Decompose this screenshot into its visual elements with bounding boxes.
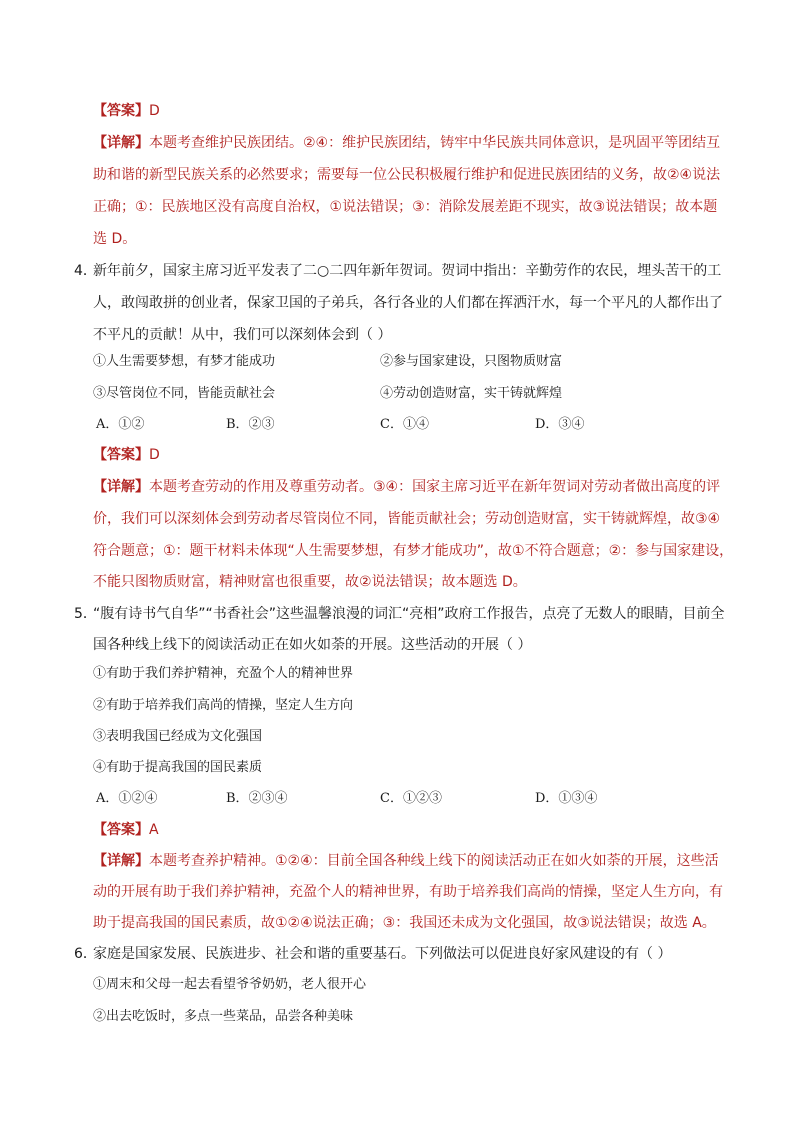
- q4-detail-line-4: 不能只图物质财富，精神财富也很重要，故②说法错误；故本题选 D。: [93, 574, 527, 590]
- q4-choice-a: A．①②: [96, 417, 145, 432]
- q5-choice-d: D．①③④: [535, 791, 598, 806]
- q5-detail-line-1: [93, 851, 719, 871]
- q3-detail-line-1: [93, 133, 720, 153]
- q3-detail-line-2: 助和谐的新型民族关系的必然要求；需要每一位公民积极履行维护和促进民族团结的义务，故②④说法: [93, 167, 721, 183]
- q4-choice-c: C．①④: [380, 417, 429, 432]
- answer-value: D: [149, 447, 160, 463]
- detail-text: 本题考查维护民族团结。②④：维护民族团结，铸牢中华民族共同体意识，是巩固平等团结互: [149, 135, 721, 151]
- detail-tag: 【详解】: [93, 479, 149, 495]
- detail-text: 本题考查劳动的作用及尊重劳动者。③④：国家主席习近平在新年贺词对劳动者做出高度的评: [149, 479, 721, 495]
- q4-option-3: ③尽管岗位不同，皆能贡献社会: [93, 386, 276, 401]
- q6-option-2: ②出去吃饭时，多点一些菜品，品尝各种美味: [93, 1009, 354, 1024]
- q4-stem-line-3: 不平凡的贡献！从中，我们可以深刻体会到（ ）: [93, 327, 392, 343]
- q5-option-4: ④有助于提高我国的国民素质: [93, 760, 263, 775]
- question-number: 6．: [74, 946, 97, 962]
- question-number: 4．: [74, 263, 97, 279]
- q5-choice-a: A．①②④: [96, 791, 158, 806]
- answer-value: D: [149, 103, 160, 119]
- detail-tag: 【详解】: [93, 135, 149, 151]
- q4-detail-line-1: [93, 477, 720, 497]
- q4-stem-line-2: 人，敢闯敢拼的创业者，保家卫国的子弟兵，各行各业的人们都在挥洒汗水，每一个平凡的人都作出了: [93, 295, 723, 311]
- q5-choice-b: B．②③④: [226, 791, 288, 806]
- q5-option-1: ①有助于我们养护精神，充盈个人的精神世界: [93, 666, 354, 681]
- q4-stem-line-1: 新年前夕，国家主席习近平发表了二○二四年新年贺词。贺词中指出：辛勤劳作的农民，埋头苦干的工: [93, 263, 722, 279]
- detail-text: 本题考查养护精神。①②④：目前全国各种线上线下的阅读活动正在如火如荼的开展，这些活: [149, 853, 719, 869]
- q3-answer: [93, 101, 160, 121]
- q4-choice-d: D．③④: [535, 417, 585, 432]
- q5-answer: [93, 820, 159, 840]
- answer-tag: 【答案】: [93, 103, 149, 119]
- q4-option-2: ②参与国家建设，只图物质财富: [380, 354, 563, 369]
- q3-detail-line-4: 选 D。: [93, 231, 137, 247]
- q5-stem-line-2: 国各种线上线下的阅读活动正在如火如荼的开展。这些活动的开展（ ）: [93, 637, 532, 653]
- q4-choice-b: B．②③: [226, 417, 275, 432]
- q5-stem-line-1: “腹有诗书气自华”“书香社会”这些温馨浪漫的词汇“亮相”政府工作报告，点亮了无数人的眼睛，目前全: [93, 606, 725, 622]
- q6-option-1: ①周末和父母一起去看望爷爷奶奶，老人很开心: [93, 977, 367, 992]
- q3-detail-line-3: 正确；①：民族地区没有高度自治权，①说法错误；③：消除发展差距不现实，故③说法错误；故本题: [93, 199, 718, 215]
- q4-option-1: ①人生需要梦想，有梦才能成功: [93, 354, 276, 369]
- q4-option-4: ④劳动创造财富，实干铸就辉煌: [380, 386, 563, 401]
- q4-answer: [93, 445, 160, 465]
- q4-detail-line-3: 符合题意；①：题干材料未体现“人生需要梦想，有梦才能成功”，故①不符合题意；②：参与国家建设，: [93, 543, 734, 559]
- q5-option-2: ②有助于培养我们高尚的情操，坚定人生方向: [93, 698, 354, 713]
- answer-tag: 【答案】: [93, 447, 149, 463]
- question-number: 5．: [74, 606, 97, 622]
- q5-option-3: ③表明我国已经成为文化强国: [93, 729, 263, 744]
- q6-stem-line-1: 家庭是国家发展、民族进步、社会和谐的重要基石。下列做法可以促进良好家风建设的有（ ）: [93, 946, 672, 962]
- q5-choice-c: C．①②③: [380, 791, 442, 806]
- detail-tag: 【详解】: [93, 853, 149, 869]
- answer-tag: 【答案】: [93, 822, 149, 838]
- answer-value: A: [149, 822, 159, 838]
- q5-detail-line-3: 助于提高我国的国民素质，故①②④说法正确；③：我国还未成为文化强国，故③说法错误；故选 A。: [93, 915, 716, 931]
- q5-detail-line-2: 动的开展有助于我们养护精神，充盈个人的精神世界，有助于培养我们高尚的情操，坚定人生方向，有: [93, 884, 723, 900]
- q4-detail-line-2: 价，我们可以深刻体会到劳动者尽管岗位不同，皆能贡献社会；劳动创造财富，实干铸就辉煌，故③④: [93, 511, 721, 527]
